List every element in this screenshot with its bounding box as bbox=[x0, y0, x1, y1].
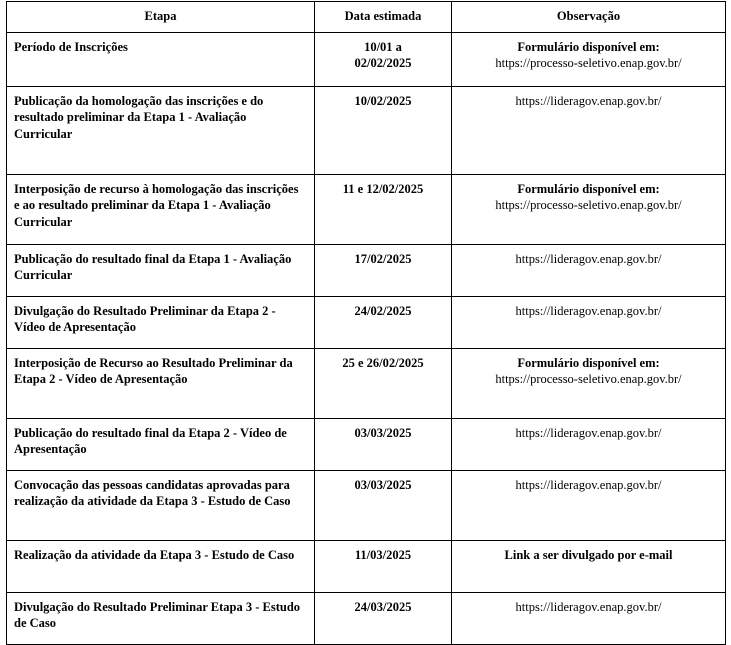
table-row bbox=[7, 470, 726, 540]
observacao-link[interactable]: https://lideragov.enap.gov.br/ bbox=[515, 303, 662, 318]
cell-etapa: Convocação das pessoas candidatas aprovadas para realização da atividade da Etapa 3 - Estudo de Caso bbox=[7, 470, 315, 540]
table-row bbox=[7, 540, 726, 592]
cell-etapa: Interposição de Recurso ao Resultado Preliminar da Etapa 2 - Vídeo de Apresentação bbox=[7, 348, 315, 418]
observacao-label: Formulário disponível em: bbox=[517, 39, 660, 54]
column-header-observacao: Observação bbox=[452, 2, 726, 33]
table-header bbox=[7, 2, 726, 33]
observacao-link[interactable]: https://lideragov.enap.gov.br/ bbox=[515, 251, 662, 266]
cell-observacao bbox=[452, 174, 726, 244]
observacao-link[interactable]: https://processo-seletivo.enap.gov.br/ bbox=[495, 56, 682, 70]
table-header-row bbox=[7, 2, 726, 33]
cell-observacao bbox=[452, 32, 726, 86]
observacao-link[interactable]: https://lideragov.enap.gov.br/ bbox=[515, 93, 662, 108]
table-row bbox=[7, 592, 726, 644]
cell-observacao bbox=[452, 470, 726, 540]
cell-etapa: Publicação da homologação das inscrições e do resultado preliminar da Etapa 1 - Avaliação Curricular bbox=[7, 86, 315, 174]
cell-etapa: Publicação do resultado final da Etapa 2 - Vídeo de Apresentação bbox=[7, 418, 315, 470]
cell-observacao bbox=[452, 348, 726, 418]
observacao-link[interactable]: https://processo-seletivo.enap.gov.br/ bbox=[495, 372, 682, 386]
observacao-note: Link a ser divulgado por e-mail bbox=[504, 547, 673, 562]
table-row bbox=[7, 348, 726, 418]
observacao-label: Formulário disponível em: bbox=[517, 181, 660, 196]
observacao-link[interactable]: https://lideragov.enap.gov.br/ bbox=[515, 599, 662, 614]
cell-observacao bbox=[452, 540, 726, 592]
cell-data-estimada: 11/03/2025 bbox=[315, 540, 452, 592]
cell-etapa: Divulgação do Resultado Preliminar Etapa 3 - Estudo de Caso bbox=[7, 592, 315, 644]
cell-data-estimada: 25 e 26/02/2025 bbox=[315, 348, 452, 418]
cell-observacao bbox=[452, 244, 726, 296]
cell-etapa: Divulgação do Resultado Preliminar da Etapa 2 - Vídeo de Apresentação bbox=[7, 296, 315, 348]
observacao-link[interactable]: https://lideragov.enap.gov.br/ bbox=[515, 477, 662, 492]
observacao-label: Formulário disponível em: bbox=[517, 355, 660, 370]
column-header-etapa: Etapa bbox=[7, 2, 315, 33]
observacao-link[interactable]: https://processo-seletivo.enap.gov.br/ bbox=[495, 198, 682, 212]
cell-data-estimada: 10/01 a 02/02/2025 bbox=[315, 32, 452, 86]
cell-observacao bbox=[452, 296, 726, 348]
document-page bbox=[0, 1, 731, 630]
cell-data-estimada: 11 e 12/02/2025 bbox=[315, 174, 452, 244]
cell-data-estimada: 17/02/2025 bbox=[315, 244, 452, 296]
cell-data-estimada: 24/03/2025 bbox=[315, 592, 452, 644]
observacao-link[interactable]: https://lideragov.enap.gov.br/ bbox=[515, 425, 662, 440]
cell-data-estimada: 03/03/2025 bbox=[315, 470, 452, 540]
cell-observacao bbox=[452, 592, 726, 644]
table-row bbox=[7, 86, 726, 174]
table-row bbox=[7, 296, 726, 348]
table-row bbox=[7, 418, 726, 470]
cell-etapa: Interposição de recurso à homologação das inscrições e ao resultado preliminar da Etapa 1 - Avaliação Curricular bbox=[7, 174, 315, 244]
table-body bbox=[7, 32, 726, 644]
cell-data-estimada: 24/02/2025 bbox=[315, 296, 452, 348]
cell-data-estimada: 03/03/2025 bbox=[315, 418, 452, 470]
table-row bbox=[7, 32, 726, 86]
cell-etapa: Período de Inscrições bbox=[7, 32, 315, 86]
cell-etapa: Realização da atividade da Etapa 3 - Estudo de Caso bbox=[7, 540, 315, 592]
cell-observacao bbox=[452, 418, 726, 470]
schedule-table bbox=[6, 1, 726, 645]
column-header-data-estimada: Data estimada bbox=[315, 2, 452, 33]
table-row bbox=[7, 244, 726, 296]
cell-etapa: Publicação do resultado final da Etapa 1 - Avaliação Curricular bbox=[7, 244, 315, 296]
cell-data-estimada: 10/02/2025 bbox=[315, 86, 452, 174]
cell-observacao bbox=[452, 86, 726, 174]
table-row bbox=[7, 174, 726, 244]
